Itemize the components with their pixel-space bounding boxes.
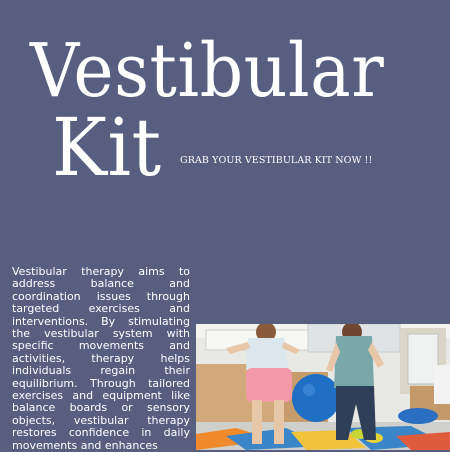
title-kit: Kit: [52, 101, 162, 194]
title-vestibular: Vestibular: [30, 28, 385, 114]
description-text: Vestibular therapy aims to address balance and coordination issues through targeted exercises and interventions. By stimulating the vestibular system with specific movements and activities, therapy helps individuals regain their equilibrium. Through tailored exercises and equipment like balance boards or sensory objects, vestibular therapy restores confidence in daily movements and enhances: [12, 265, 190, 452]
photo-illustration: [196, 324, 450, 450]
children-playing-photo: [196, 324, 450, 450]
tagline: GRAB YOUR VESTIBULAR KIT NOW !!: [180, 155, 373, 166]
